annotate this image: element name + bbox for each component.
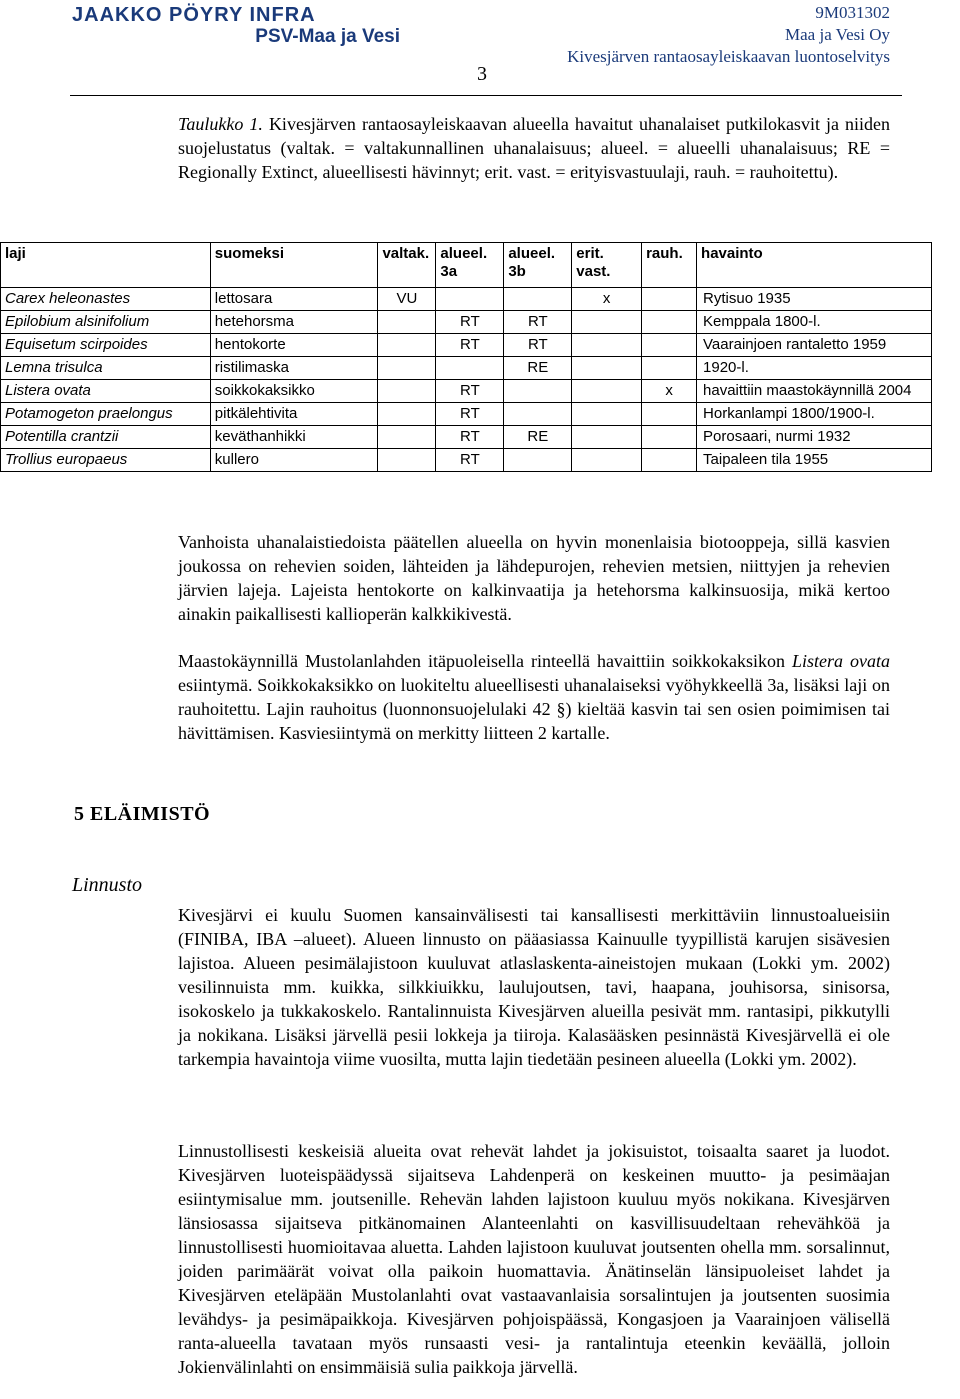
cell-havainto: 1920-l. [697,357,932,380]
cell-rauh [642,311,697,334]
cell-alueel-3a: RT [436,426,504,449]
cell-havainto: Kemppala 1800-l. [697,311,932,334]
cell-rauh [642,403,697,426]
cell-suomeksi: ristilimaska [210,357,378,380]
cell-erit-vast [572,426,642,449]
cell-valtak [378,311,436,334]
cell-valtak [378,357,436,380]
cell-havainto: Taipaleen tila 1955 [697,449,932,472]
subsection-title: Linnusto [72,874,143,896]
logo-line1: JAAKKO PÖYRY INFRA [72,4,316,26]
col-header-alueel-3b: alueel. 3b [504,243,572,288]
table-header-row [1,243,932,288]
table-row [1,357,932,380]
cell-erit-vast [572,403,642,426]
cell-erit-vast [572,357,642,380]
cell-rauh [642,426,697,449]
cell-valtak [378,334,436,357]
cell-erit-vast [572,380,642,403]
cell-erit-vast: x [572,288,642,311]
cell-laji: Potentilla crantzii [1,426,211,449]
cell-valtak: VU [378,288,436,311]
cell-suomeksi: hetehorsma [210,311,378,334]
table-row [1,288,932,311]
table-row [1,311,932,334]
doc-code: 9M031302 [815,3,890,22]
cell-erit-vast [572,334,642,357]
table-row [1,403,932,426]
cell-alueel-3b [504,449,572,472]
cell-erit-vast [572,449,642,472]
cell-suomeksi: kullero [210,449,378,472]
cell-havainto: Rytisuo 1935 [697,288,932,311]
table-caption [178,112,890,184]
paragraph-birds-areas: Linnustollisesti keskeisiä alueita ovat rehevät lahdet ja jokisuistot, toisaalta saaret ja luodot. Kivesjärven luoteispäädyssä sijaitseva Lahdenperä on keskeinen muutto- ja pesimäajan esiintymisalue mm. joutsenille. Rehevän lahden lajistoon kuuluu myös nokikana. Kivesjärven länsiosassa sijaitseva pitkänomainen Alanteenlahti on kasvillisuudeltaan rehevähköä ja linnustollisesti huomioitavaa aluetta. Lahden lajistoon kuuluvat joutsenten ohella mm. sorsalinnut, joiden parimäärät voivat olla paikoin huomattavia. Änätinselän länsipuoleiset lahdet ja Kivesjärven eteläpään Mustolanlahti ovat vastaavanlaisia sorsalintujen ja joutsenten suosimia levähdys- ja pesimäpaikkoja. Kivesjärven pohjoispäässä, Kongasjoen ja Vaarainjoen välisellä ranta-alueella tavataan myös runsaasti vesi- ja rantalintuja eteenkin keväällä, jolloin Jokienvälinlahti on ensimmäisiä sulia paikkoja järvellä. [178,1141,890,1377]
cell-laji: Listera ovata [1,380,211,403]
species-table [0,242,932,472]
species-name: Listera ovata [791,651,890,671]
cell-alueel-3b: RT [504,311,572,334]
cell-alueel-3b: RT [504,334,572,357]
caption-lead: Taulukko 1. [178,114,263,134]
cell-suomeksi: pitkälehtivita [210,403,378,426]
col-header-valtak: valtak. [378,243,436,288]
logo-line2: PSV-Maa ja Vesi [255,26,400,47]
cell-rauh [642,449,697,472]
col-header-rauh: rauh. [642,243,697,288]
company-name: Maa ja Vesi Oy [785,25,890,44]
table-row [1,334,932,357]
cell-alueel-3a: RT [436,311,504,334]
cell-rauh: x [642,380,697,403]
cell-laji: Epilobium alsinifolium [1,311,211,334]
cell-alueel-3a: RT [436,403,504,426]
paragraph-biotopes: Vanhoista uhanalaistiedoista päätellen alueella on hyvin monenlaisia biotooppeja, sillä kasvien joukossa on rehevien soiden, lähteiden ja lähdepurojen, rehevien metsien, niittyjen ja rehevien järvien lajeja. Lajeista hentokorte on kalkinvaatija ja hetehorsma kalkinsuosija, mikä kertoo ainakin paikallisesti kallioperän kalkkikivestä. [178,532,890,624]
col-header-erit-vast: erit. vast. [572,243,642,288]
cell-valtak [378,380,436,403]
cell-havainto: havaittiin maastokäynnillä 2004 [697,380,932,403]
cell-havainto: Vaarainjoen rantaletto 1959 [697,334,932,357]
page-number: 3 [477,63,487,85]
cell-alueel-3a [436,357,504,380]
cell-suomeksi: lettosara [210,288,378,311]
table-row [1,426,932,449]
cell-laji: Lemna trisulca [1,357,211,380]
cell-alueel-3a [436,288,504,311]
col-header-suomeksi: suomeksi [210,243,378,288]
col-header-alueel-3a: alueel. 3a [436,243,504,288]
cell-suomeksi: keväthanhikki [210,426,378,449]
cell-alueel-3a: RT [436,334,504,357]
caption-text: Kivesjärven rantaosayleiskaavan alueella havaitut uhanalaiset putkilokasvit ja niiden suojelustatus (valtak. = valtakunnallinen uhanalaisuus; alueel. = alueelli uhanalaisuus; RE = Regionally Extinct, alueellisesti hävinnyt; erit. vast. = erityisvastuulaji, rauh. = rauhoitettu). [178,114,891,182]
cell-valtak [378,403,436,426]
cell-alueel-3a: RT [436,449,504,472]
section-title: 5 ELÄIMISTÖ [74,803,211,825]
cell-rauh [642,334,697,357]
cell-laji: Equisetum scirpoides [1,334,211,357]
paragraph-listera [178,649,890,745]
header-info [567,2,890,68]
cell-valtak [378,449,436,472]
paragraph-listera-b: esiintymä. Soikkokaksikko on luokiteltu alueellisesti uhanalaiseksi vyöhykkeellä 3a, lisäksi laji on rauhoitettu. Lajin rauhoitus (luonnonsuojelulaki 42 §) kieltää kasvin tai sen osien poimimisen tai hävittämisen. Kasviesiintymä on merkitty liitteen 2 kartalle. [178,675,890,743]
cell-havainto: Horkanlampi 1800/1900-l. [697,403,932,426]
cell-laji: Trollius europaeus [1,449,211,472]
cell-alueel-3b [504,380,572,403]
header-rule [70,95,902,96]
cell-alueel-3b: RE [504,357,572,380]
cell-rauh [642,357,697,380]
cell-laji: Potamogeton praelongus [1,403,211,426]
cell-alueel-3a: RT [436,380,504,403]
cell-alueel-3b [504,403,572,426]
col-header-havainto: havainto [697,243,932,288]
company-logo [72,4,402,48]
doc-title: Kivesjärven rantaosayleiskaavan luontoselvitys [567,47,890,66]
cell-alueel-3b [504,288,572,311]
cell-valtak [378,426,436,449]
paragraph-listera-a: Maastokäynnillä Mustolanlahden itäpuoleisella rinteellä havaittiin soikkokaksikon [178,651,785,671]
col-header-laji: laji [1,243,211,288]
cell-suomeksi: hentokorte [210,334,378,357]
table-row [1,449,932,472]
cell-rauh [642,288,697,311]
cell-alueel-3b: RE [504,426,572,449]
cell-havainto: Porosaari, nurmi 1932 [697,426,932,449]
paragraph-birds-intro: Kivesjärvi ei kuulu Suomen kansainvälisesti tai kansallisesti merkittäviin linnustoalueisiin (FINIBA, IBA –alueet). Alueen linnusto on pääasiassa Kainuulle tyypillistä karujen sisävesien lajistoa. Alueen pesimälajistoon kuuluvat atlaslaskenta-aineistojen mukaan (Lokki ym. 2002) vesilinnuista mm. kuikka, silkkiuikku, laulujoutsen, tavi, haapana, jouhisorsa, sinisorsa, isokoskelo ja tukkakoskelo. Rantalinnuista Kivesjärven alueilla pesivät mm. rantasipi, pikkutylli ja nokikana. Lisäksi järvellä pesii lokkeja ja tiiroja. Kalasääsken pesinnästä Kivesjärvellä ei ole tarkempia havaintoja viime vuosilta, mutta lajin tiedetään pesineen alueella (Lokki ym. 2002). [178,905,890,1069]
cell-laji: Carex heleonastes [1,288,211,311]
table-row [1,380,932,403]
cell-suomeksi: soikkokaksikko [210,380,378,403]
cell-erit-vast [572,311,642,334]
